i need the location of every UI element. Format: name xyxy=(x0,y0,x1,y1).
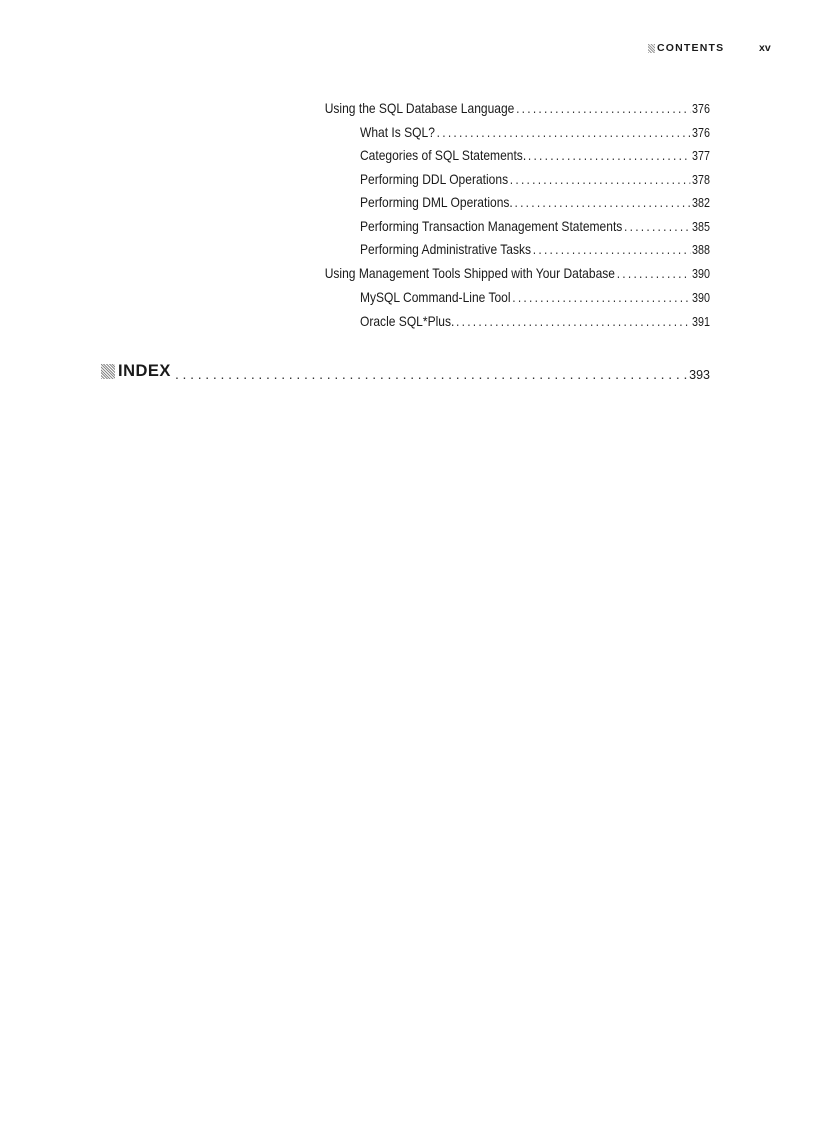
toc-entry-page: 376 xyxy=(692,126,710,140)
dot-leader xyxy=(512,288,690,306)
toc-entry-page: 376 xyxy=(692,102,710,116)
index-label: INDEX xyxy=(118,362,171,380)
dot-leader xyxy=(175,365,687,383)
hatch-icon xyxy=(648,44,655,53)
dot-leader xyxy=(533,240,691,258)
hatch-icon xyxy=(101,364,115,379)
toc-entry-page: 391 xyxy=(692,315,710,329)
dot-leader xyxy=(617,264,691,282)
toc-entry-page: 385 xyxy=(692,220,710,234)
toc-entry xyxy=(360,217,710,236)
toc-entry-page: 377 xyxy=(692,149,710,163)
dot-leader xyxy=(514,193,690,211)
toc-entry-title: Using Management Tools Shipped with Your Database xyxy=(324,265,615,281)
toc-entry-title: What Is SQL? xyxy=(359,124,435,140)
toc-entry-title: Using the SQL Database Language xyxy=(324,100,515,116)
toc-entry-page: 390 xyxy=(692,267,710,281)
toc-entry xyxy=(360,312,710,331)
index-page: 393 xyxy=(689,367,710,382)
toc-entry-title: Performing DDL Operations xyxy=(359,171,509,187)
toc-entry-title: Performing DML Operations. xyxy=(359,194,513,210)
toc-entry xyxy=(325,264,710,283)
running-header-title xyxy=(648,42,724,54)
toc-entry xyxy=(360,240,710,259)
toc-entry-page: 382 xyxy=(692,196,710,210)
toc-entry xyxy=(360,288,710,307)
running-header xyxy=(0,42,816,62)
toc-entry-title: Categories of SQL Statements. xyxy=(359,147,527,163)
page-number: xv xyxy=(759,42,771,54)
index-entry xyxy=(101,362,710,384)
toc-entry-page: 388 xyxy=(692,243,710,257)
toc-entry-title: MySQL Command-Line Tool xyxy=(359,289,511,305)
toc-entry-title: Performing Transaction Management Statements xyxy=(359,218,623,234)
toc-entry-title: Performing Administrative Tasks xyxy=(359,241,532,257)
toc-entry xyxy=(325,99,710,118)
dot-leader xyxy=(510,170,691,188)
toc-entry xyxy=(360,146,710,165)
toc-entry xyxy=(360,123,710,142)
toc-entry-page: 390 xyxy=(692,291,710,305)
toc-entry-title: Oracle SQL*Plus. xyxy=(359,313,455,329)
index-title xyxy=(101,362,171,380)
dot-leader xyxy=(437,123,691,141)
dot-leader xyxy=(516,99,690,117)
section-title: CONTENTS xyxy=(657,42,725,54)
toc-entry-page: 378 xyxy=(692,173,710,187)
dot-leader xyxy=(624,217,690,235)
dot-leader xyxy=(456,312,690,330)
dot-leader xyxy=(528,146,690,164)
toc-entry xyxy=(360,170,710,189)
toc-entry xyxy=(360,193,710,212)
